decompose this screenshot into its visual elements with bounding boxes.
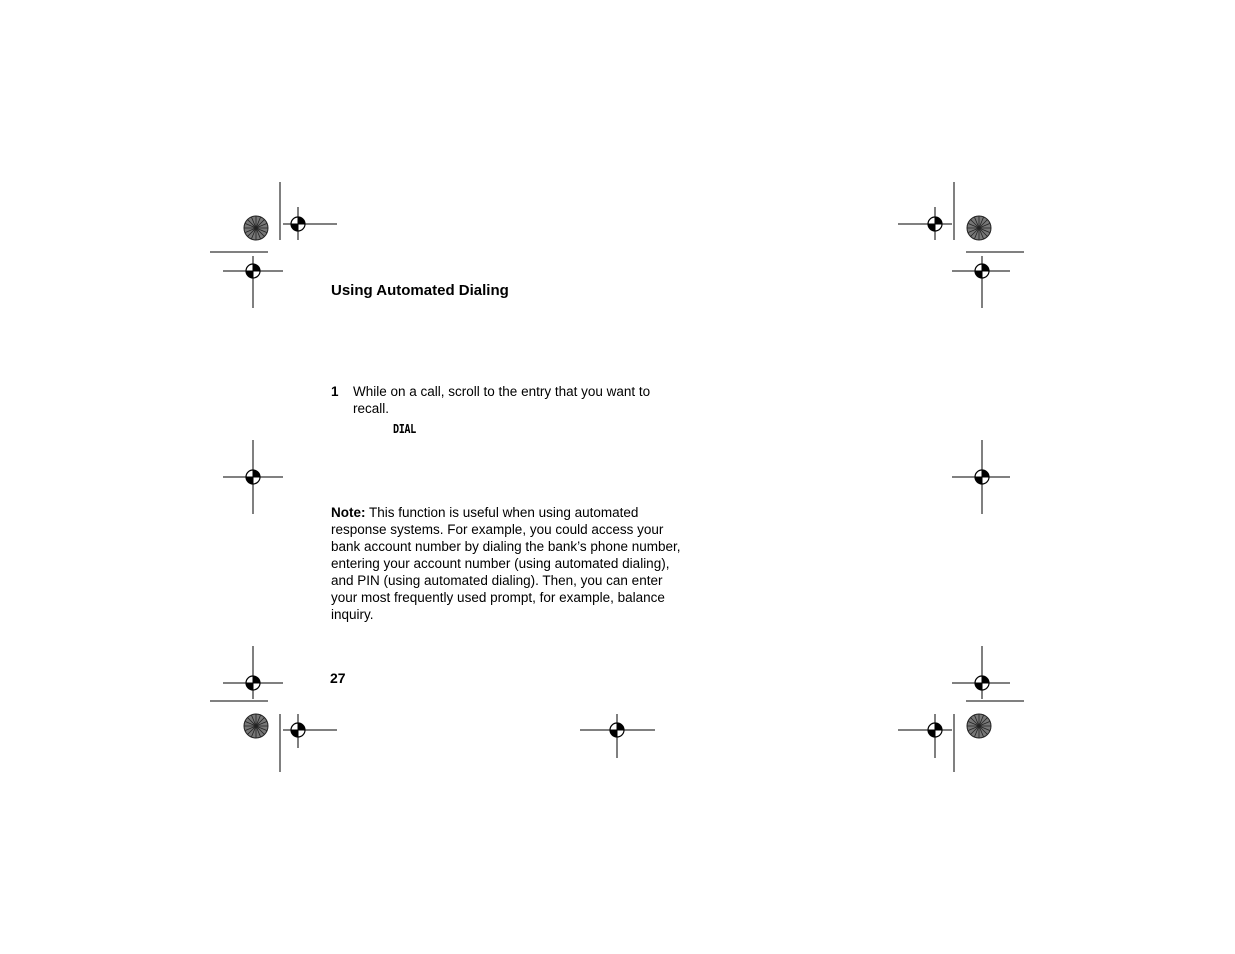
registration-mark-icon <box>291 217 305 231</box>
registration-mark-icon <box>928 723 942 737</box>
note-text: This function is useful when using automated response systems. For example, you could access your bank account number by dialing the bank’s phone number, entering your account number (using automated dialing), and PIN (using automated dialing). Then, you can enter your most frequently used prompt, for example, balance inquiry. <box>331 505 681 622</box>
color-target-icon <box>967 714 991 738</box>
note-label: Note: <box>331 505 366 520</box>
registration-mark-icon <box>246 470 260 484</box>
registration-mark-icon <box>928 217 942 231</box>
registration-mark-icon <box>975 470 989 484</box>
registration-mark-icon <box>975 264 989 278</box>
step-number: 1 <box>331 384 339 399</box>
registration-mark-icon <box>610 723 624 737</box>
note-paragraph <box>331 504 691 623</box>
page-number: 27 <box>330 670 346 686</box>
step-text: While on a call, scroll to the entry that you want to recall. <box>353 384 651 416</box>
color-target-icon <box>244 714 268 738</box>
registration-mark-icon <box>246 264 260 278</box>
color-target-icon <box>967 216 991 240</box>
dial-softkey-label: DIAL <box>393 422 416 436</box>
color-target-icon <box>244 216 268 240</box>
section-heading: Using Automated Dialing <box>331 282 509 299</box>
registration-mark-icon <box>291 723 305 737</box>
registration-mark-icon <box>246 676 260 690</box>
registration-mark-icon <box>975 676 989 690</box>
